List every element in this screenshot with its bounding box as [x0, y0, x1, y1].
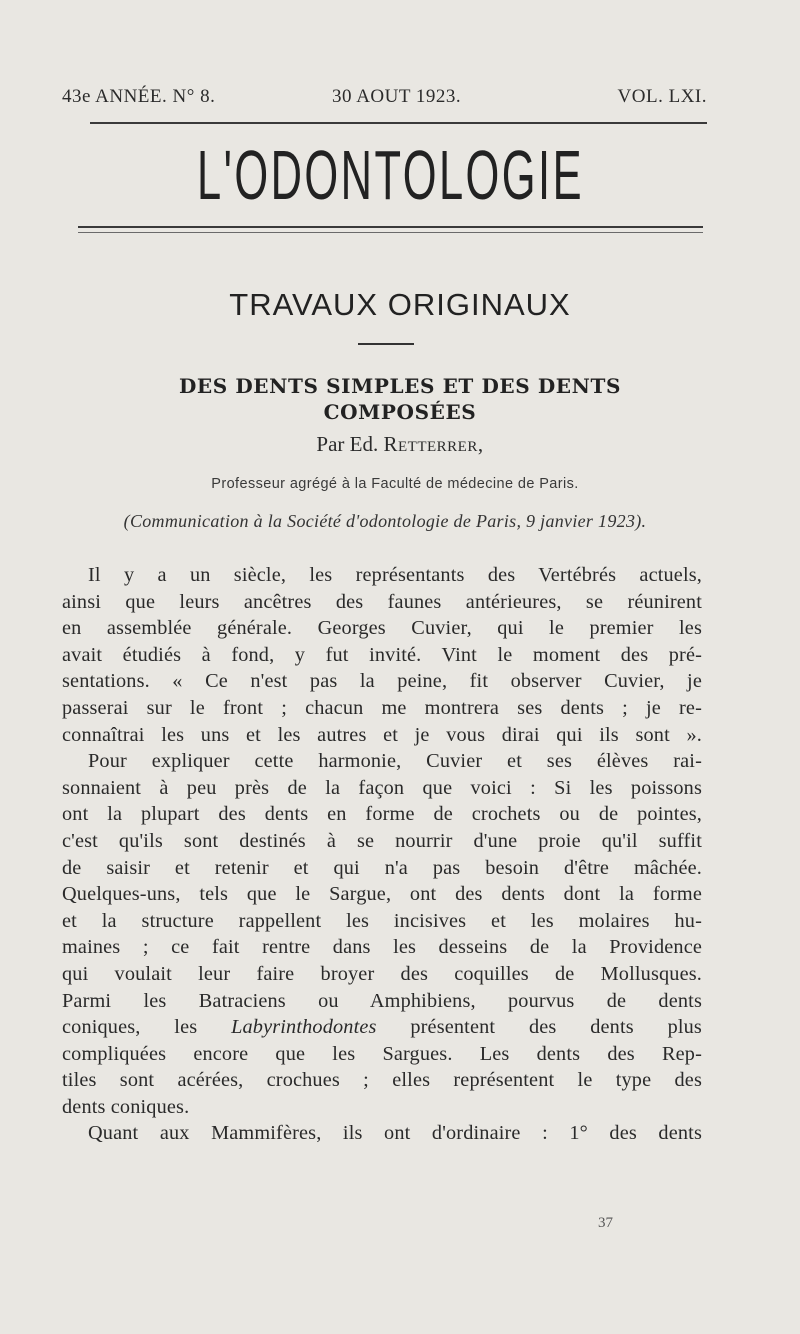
article-body [62, 562, 702, 1147]
body-text: coniques, les [62, 1016, 198, 1039]
body-line: c'est qu'ils sont destinés à se nourrir d'une proie qu'il suffit [62, 829, 702, 852]
body-line: Quelques-uns, tels que le Sargue, ont des dents dont la forme [62, 883, 702, 906]
top-rule [90, 122, 707, 124]
article-title-line: DES DENTS SIMPLES ET DES DENTS [178, 374, 622, 398]
section-divider [358, 343, 414, 345]
body-line: qui voulait leur faire broyer des coquilles de Mollusques. [62, 962, 702, 985]
body-line: passerai sur le front ; chacun me montrera ses dents ; je re- [62, 696, 702, 719]
byline [0, 432, 800, 457]
body-line: ont la plupart des dents en forme de crochets ou de pointes, [62, 803, 702, 826]
running-head [62, 86, 707, 112]
body-line: et la structure rappellent les incisives et les molaires hu- [62, 909, 702, 932]
body-line: Quant aux Mammifères, ils ont d'ordinaire : 1° des dents [88, 1122, 702, 1145]
body-line: connaîtrai les uns et les autres et je vous dirai qui ils sont ». [62, 723, 702, 746]
masthead-rule [78, 226, 703, 228]
author-affiliation: Professeur agrégé à la Faculté de médecine de Paris. [211, 476, 579, 492]
communication-note: (Communication à la Société d'odontologie de Paris, 9 janvier 1923). [123, 511, 647, 531]
journal-masthead: L'ODONTOLOGIE [196, 136, 584, 214]
article-title [120, 373, 680, 425]
article-title-line: COMPOSÉES [323, 400, 477, 424]
body-line: Pour expliquer cette harmonie, Cuvier et ses élèves rai- [88, 750, 702, 773]
body-line: tiles sont acérées, crochues ; elles représentent le type des [62, 1069, 702, 1092]
body-line: sentations. « Ce n'est pas la peine, fit observer Cuvier, je [62, 670, 702, 693]
byline-prefix: Par Ed. [316, 432, 379, 456]
body-line: Il y a un siècle, les représentants des Vertébrés actuels, [88, 564, 702, 586]
issue-info: 43e ANNÉE. N° 8. [62, 86, 216, 107]
body-line: sonnaient à peu près de la façon que voici : Si les poissons [62, 776, 702, 799]
body-line: ainsi que leurs ancêtres des faunes antérieures, se réunirent [62, 590, 702, 613]
body-line: dents coniques. [62, 1095, 190, 1118]
genus-name: Labyrinthodontes [231, 1016, 377, 1039]
body-line [62, 1014, 702, 1041]
volume-info: VOL. LXI. [617, 86, 707, 107]
author-name: Retterrer, [383, 432, 484, 456]
body-line: compliquées encore que les Sargues. Les dents des Rep- [62, 1042, 702, 1065]
body-text: présentent des dents plus [410, 1016, 702, 1039]
page-number: 37 [598, 1215, 613, 1231]
body-line: de saisir et retenir et qui n'a pas besoin d'être mâchée. [62, 856, 702, 879]
body-line: maines ; ce fait rentre dans les desseins de la Providence [62, 936, 702, 959]
body-line: Parmi les Batraciens ou Amphibiens, pourvus de dents [62, 989, 702, 1012]
section-title: TRAVAUX ORIGINAUX [229, 287, 571, 322]
body-line: en assemblée générale. Georges Cuvier, qui le premier les [62, 617, 702, 640]
issue-date: 30 AOUT 1923. [332, 86, 462, 107]
body-line: avait étudiés à fond, y fut invité. Vint le moment des pré- [62, 643, 702, 666]
masthead-rule-thin [78, 232, 703, 233]
